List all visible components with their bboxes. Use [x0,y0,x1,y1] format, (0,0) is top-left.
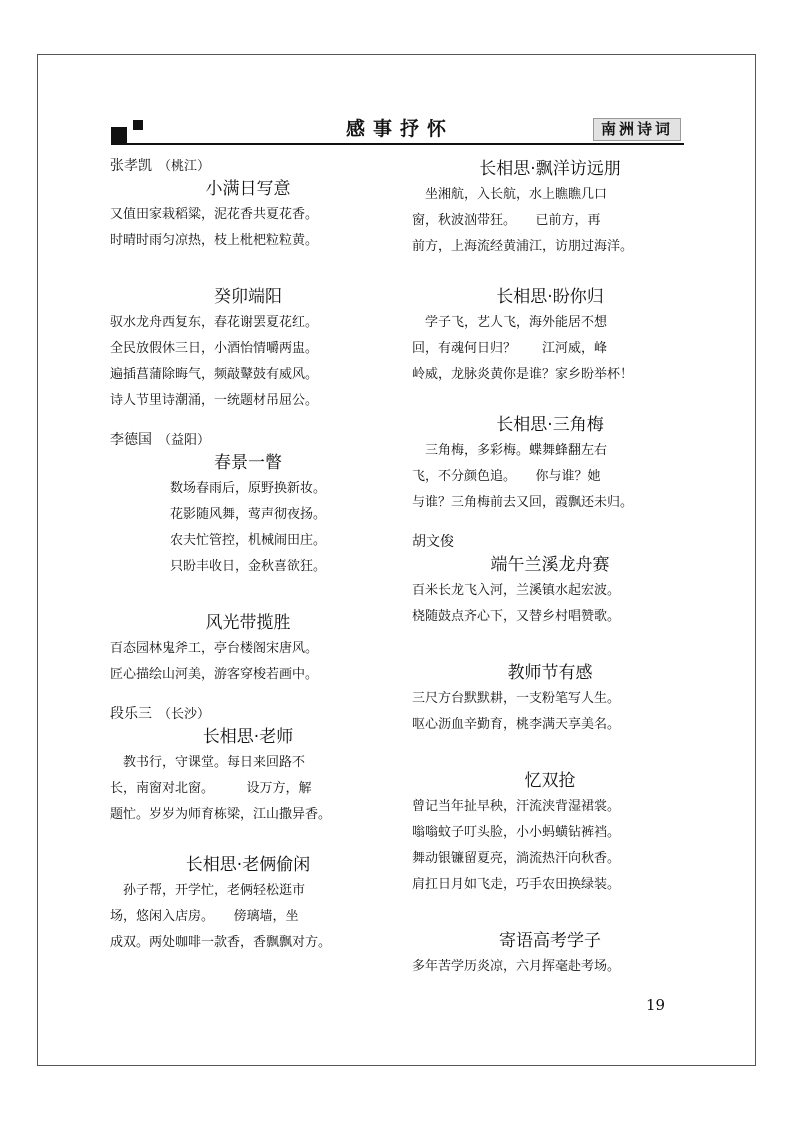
author-byline [110,156,386,176]
author-place: （益阳） [158,433,211,448]
poem-title: 风光带揽胜 [205,613,291,633]
poem-title: 长相思·飘洋访远朋 [479,159,621,179]
author-name: 胡文俊 [412,534,454,550]
left-column [110,156,386,956]
brand-badge: 南洲诗词 [593,118,681,141]
header-square-small [133,120,143,130]
poem-line: 百米长龙飞入河，兰溪镇水起宏波。 [412,583,621,598]
page-number: 19 [646,996,666,1014]
poem-line: 学子飞，艺人飞，海外能居不想 [412,315,608,330]
poem-title: 寄语高考学子 [499,931,601,951]
poem-line: 全民放假休三日，小酒怡情嚼两盅。 [110,341,319,356]
poem-line: 飞，不分颜色追。 你与谁？她 [412,469,601,484]
right-column [412,156,688,980]
poem-line: 多年苦学历炎凉，六月挥毫赴考场。 [412,959,621,974]
author-byline [412,532,688,552]
poem-line: 匠心描绘山河美，游客穿梭若画中。 [110,667,319,682]
poem-title: 忆双抢 [524,771,576,791]
poem-title: 长相思·盼你归 [496,287,604,307]
poem-title: 癸卯端阳 [214,287,282,307]
poem-title: 教师节有感 [507,663,593,683]
poem-line: 坐湘航，入长航，水上瞧瞧几口 [412,187,608,202]
poem-line: 呕心沥血辛勤育，桃李满天享美名。 [412,717,621,732]
poem-title: 长相思·三角梅 [496,415,604,435]
poem-line: 嗡嗡蚊子叮头脸，小小蚂蟥钻裤裆。 [412,825,621,840]
author-byline [110,430,386,450]
author-name: 段乐三 [110,706,152,722]
poem-line: 成双。两处咖啡一款香，香飘飘对方。 [110,935,332,950]
poem-line: 前方，上海流经黄浦江，访朋过海洋。 [412,239,634,254]
poem-line: 题忙。岁岁为师育栋梁，江山撒异香。 [110,807,332,822]
poem-line: 岭威，龙脉炎黄你是谁？家乡盼举杯！ [412,367,634,382]
header-square-large [111,127,127,143]
poem-line: 百态园林鬼斧工，亭台楼阁宋唐风。 [110,641,319,656]
author-name: 张孝凯 [110,158,152,174]
poem-title: 小满日写意 [205,179,291,199]
poem-title: 长相思·老师 [202,727,294,747]
author-place: （长沙） [158,707,211,722]
poem-line: 花影随风舞，莺声彻夜扬。 [169,507,326,522]
poem-title: 端午兰溪龙舟赛 [490,555,610,575]
section-title: 感事抒怀 [345,118,454,140]
author-place: （桃江） [158,159,211,174]
poem-line: 长，南窗对北窗。 设万方，解 [110,781,312,796]
poem-line: 教书行，守课堂。每日来回路不 [110,755,306,770]
poem-line: 时晴时雨匀凉热，枝上枇杷粒粒黄。 [110,233,319,248]
author-name: 李德国 [110,432,152,448]
poem-line: 三尺方台默默耕，一支粉笔写人生。 [412,691,621,706]
poem-line: 孙子帮，开学忙，老俩轻松逛市 [110,883,306,898]
poem-line: 农夫忙管控，机械闹田庄。 [169,533,326,548]
poem-line: 桡随鼓点齐心下，又替乡村唱赞歌。 [412,609,621,624]
poem-line: 诗人节里诗潮涌，一统题材吊屈公。 [110,393,319,408]
poem-line: 与谁？三角梅前去又回，霞飘还未归。 [412,495,634,510]
poem-line: 数场春雨后，原野换新妆。 [169,481,326,496]
poem-line: 驭水龙舟西复东，春花谢罢夏花红。 [110,315,319,330]
poem-line: 回，有魂何日归？ 江河威，峰 [412,341,608,356]
header-rule [111,143,684,145]
poem-line: 舞动银镰留夏亮，淌流热汗向秋香。 [412,851,621,866]
poem-title: 长相思·老俩偷闲 [185,855,311,875]
poem-line: 只盼丰收日，金秋喜欲狂。 [169,559,326,574]
poem-line: 曾记当年扯早秧，汗流浃背湿裙裳。 [412,799,621,814]
poem-line: 又值田家栽稻粱，泥花香共夏花香。 [110,207,319,222]
poem-line: 窗，秋波汹带狂。 已前方，再 [412,213,601,228]
poem-line: 三角梅，多彩梅。蝶舞蜂翻左右 [412,443,608,458]
poem-title: 春景一瞥 [214,453,282,473]
poem-line: 遍插菖蒲除晦气，频敲鼙鼓有威风。 [110,367,319,382]
poem-line: 肩扛日月如飞走，巧手农田换绿装。 [412,877,621,892]
author-byline [110,704,386,724]
poem-line: 场，悠闲入店房。 傍璃墙，坐 [110,909,299,924]
